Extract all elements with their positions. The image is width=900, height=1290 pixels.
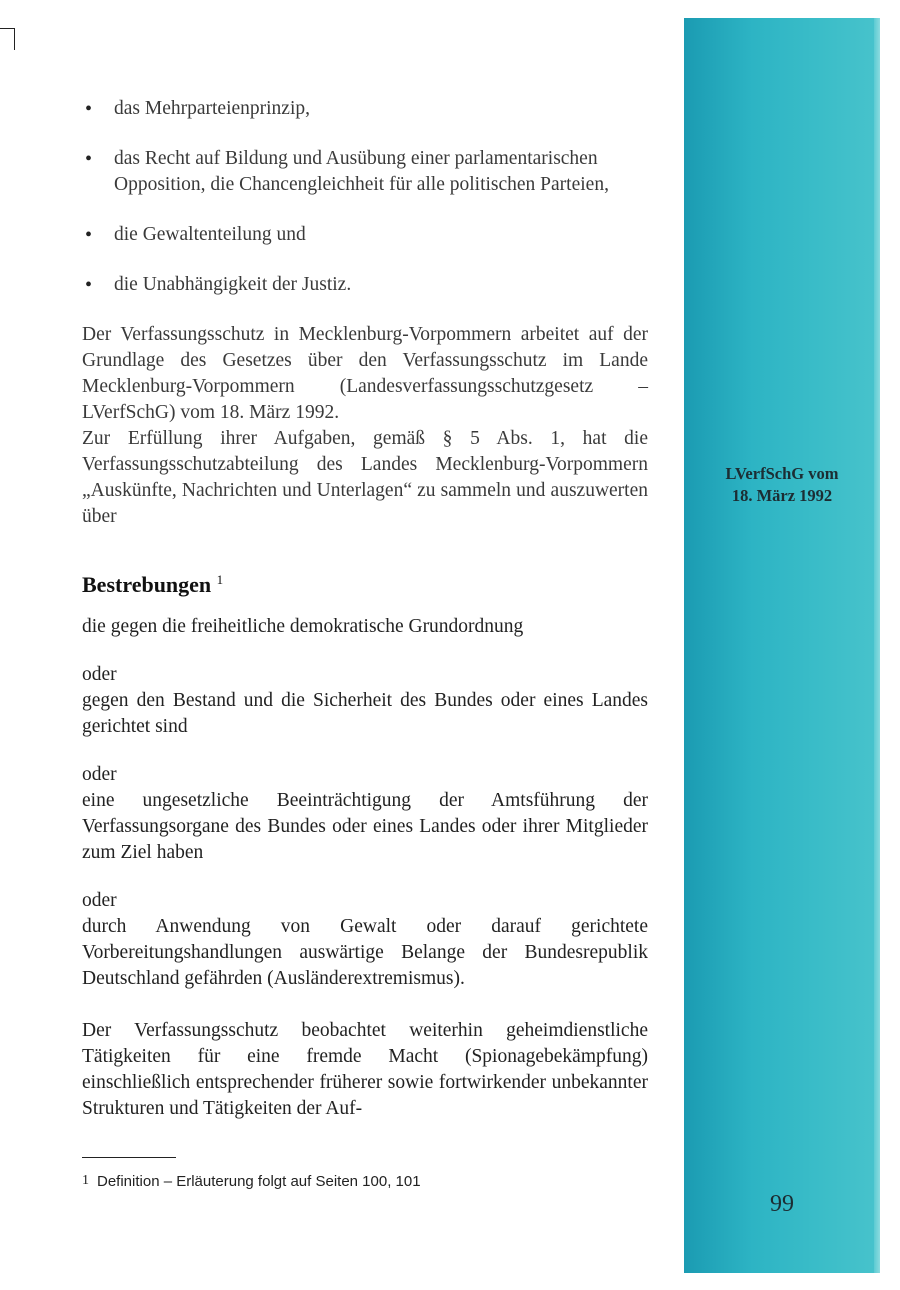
- footnote-divider: [82, 1157, 176, 1158]
- closing-paragraph: Der Verfassungsschutz beobachtet weiterhin geheimdienstliche Tätigkeiten für eine fremde Macht (Spionagebekämpfung) einschließlich entsprechender früherer sowie fortwirkender unbekannter Strukturen und Tätigkeiten der Auf-: [82, 1020, 648, 1119]
- list-item: • die Unabhängigkeit der Justiz.: [82, 272, 648, 298]
- criterion-2: gegen den Bestand und die Sicherheit des Bundes oder eines Landes gerichtet sind: [82, 690, 648, 737]
- footnote-marker: 1: [82, 1173, 89, 1188]
- crop-mark: [14, 28, 15, 50]
- margin-note: [684, 463, 880, 507]
- intro-sentence-1: Der Verfassungsschutz in Mecklenburg-Vorpommern arbeitet auf der Grundlage des Gesetzes über den Verfassungsschutz im Lande Mecklenburg-Vorpommern (Landesverfassungsschutzgesetz – LVerfSchG) vom 18. März 1992.: [82, 324, 648, 423]
- main-text-column: [82, 96, 648, 1122]
- oder-connector: oder: [82, 890, 117, 911]
- oder-connector: oder: [82, 664, 117, 685]
- criterion-2-block: [82, 662, 648, 740]
- criterion-1: die gegen die freiheitliche demokratische Grundordnung: [82, 616, 524, 637]
- footnote-reference: 1: [216, 572, 224, 587]
- criterion-3-block: [82, 762, 648, 866]
- oder-connector: oder: [82, 764, 117, 785]
- footnote-text: Definition – Erläuterung folgt auf Seiten 100, 101: [97, 1173, 421, 1190]
- intro-paragraph: [82, 322, 648, 530]
- section-heading-text: Bestrebungen: [82, 572, 212, 597]
- section-heading: [82, 565, 648, 600]
- bullet-list: [82, 96, 648, 298]
- page-number: 99: [770, 1191, 794, 1217]
- margin-note-line-1: LVerfSchG vom: [725, 464, 839, 483]
- crop-mark: [0, 28, 14, 29]
- list-item: • das Recht auf Bildung und Ausübung einer parlamentarischen Opposition, die Chancengleichheit für alle politischen Parteien,: [82, 146, 648, 198]
- list-item: • die Gewaltenteilung und: [82, 222, 648, 248]
- margin-note-line-2: 18. März 1992: [731, 486, 833, 505]
- list-item: • das Mehrparteienprinzip,: [82, 96, 648, 122]
- criterion-3: eine ungesetzliche Beeinträchtigung der Amtsführung der Verfassungsorgane des Bundes oder eines Landes oder ihrer Mitglieder zum Ziel haben: [82, 790, 648, 863]
- criterion-4: durch Anwendung von Gewalt oder darauf gerichtete Vorbereitungshandlungen auswärtige Belange der Bundesrepublik Deutschland gefährden (Ausländerextremismus).: [82, 916, 648, 989]
- criterion-4-block: [82, 888, 648, 992]
- margin-sidebar: [684, 18, 880, 1273]
- sidebar-edge: [874, 18, 880, 1273]
- intro-sentence-2: Zur Erfüllung ihrer Aufgaben, gemäß § 5 Abs. 1, hat die Verfassungsschutzabteilung des Landes Mecklenburg-Vorpommern „Auskünfte, Nachrichten und Unterlagen“ zu sammeln und auszuwerten über: [82, 428, 648, 527]
- footnote: [82, 1173, 642, 1190]
